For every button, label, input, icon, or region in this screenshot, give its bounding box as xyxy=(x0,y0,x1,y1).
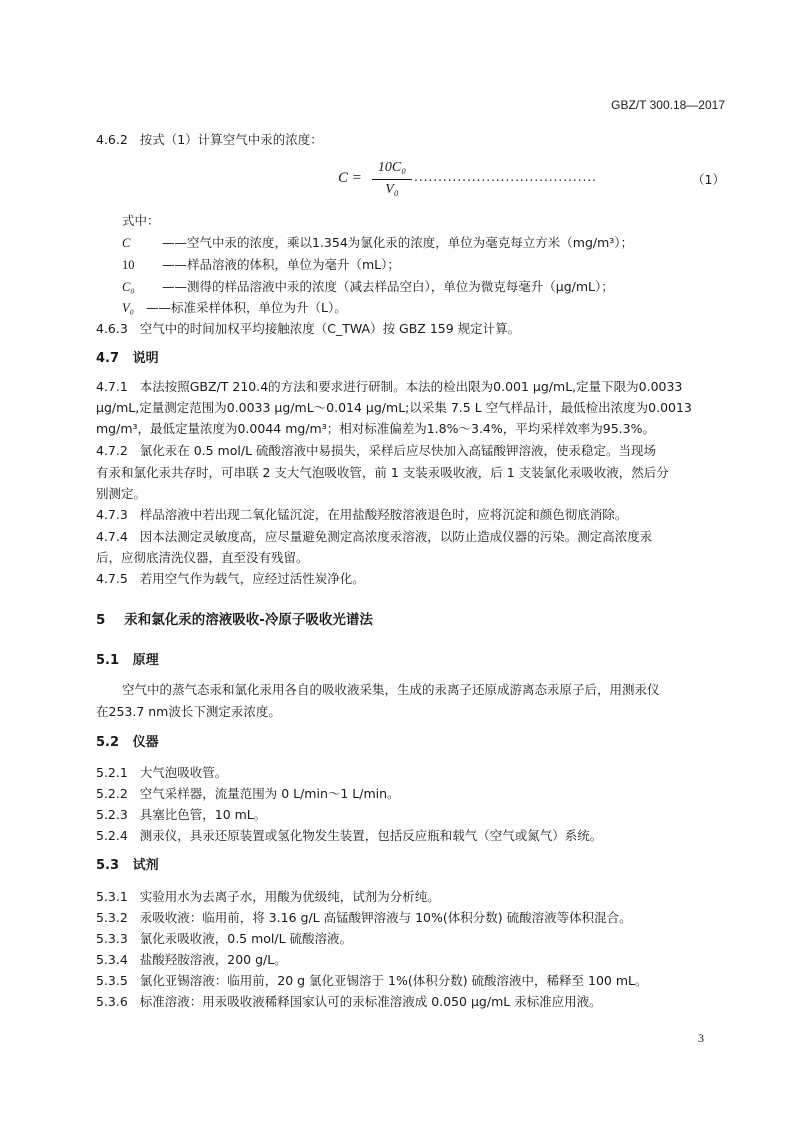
clause-5-3-6 xyxy=(96,993,602,1011)
symbol: C xyxy=(122,236,131,250)
clause-5-2-4 xyxy=(96,827,602,845)
formula-denominator: V₀ xyxy=(385,182,399,197)
where-intro: 式中： xyxy=(122,213,160,228)
where-item-c xyxy=(122,234,633,252)
clause-number: 5.2.4 xyxy=(96,828,128,843)
clause-4-7-4-line2: 后，应彻底清洗仪器，直至没有残留。 xyxy=(96,550,309,565)
clause-text: 汞吸收液：临用前，将 3.16 g/L 高锰酸钾溶液与 10%(体积分数) 硫酸溶液等体积混合。 xyxy=(139,910,632,925)
clause-number: 5.3.3 xyxy=(96,931,128,946)
section-number: 5.3 xyxy=(96,858,120,873)
clause-text: 测汞仪，具汞还原装置或氢化物发生装置，包括反应瓶和载气（空气或氮气）系统。 xyxy=(139,828,603,843)
clause-4-7-5 xyxy=(96,570,365,588)
clause-text: 实验用水为去离子水，用酸为优级纯，试剂为分析纯。 xyxy=(139,889,440,904)
clause-4-7-1-line2: μg/mL,定量测定范围为0.0033 μg/mL～0.014 μg/mL;以采集 7.5 L 空气样品计，最低检出浓度为0.0013 xyxy=(96,400,692,415)
clause-4-6-2 xyxy=(96,131,323,149)
clause-number: 5.3.5 xyxy=(96,973,128,988)
clause-5-2-2 xyxy=(96,785,400,803)
clause-number: 5.2.3 xyxy=(96,807,128,822)
clause-text: 按式（1）计算空气中汞的浓度： xyxy=(139,132,323,147)
clause-number: 4.7.2 xyxy=(96,443,128,458)
symbol: 10 xyxy=(122,258,135,272)
definition: ——标准采样体积，单位为升（L）。 xyxy=(146,300,347,315)
chapter-title: 汞和氯化汞的溶液吸收-冷原子吸收光谱法 xyxy=(124,612,373,628)
clause-number: 5.3.2 xyxy=(96,910,128,925)
clause-5-3-3 xyxy=(96,930,352,948)
definition: ——空气中汞的浓度，乘以1.354为氯化汞的浓度，单位为毫克每立方米（mg/m³）； xyxy=(162,235,634,250)
section-number: 4.7 xyxy=(96,351,120,366)
where-item-c0 xyxy=(122,278,614,296)
where-item-v0 xyxy=(122,299,347,317)
clause-text: 因本法测定灵敏度高，应尽量避免测定高浓度汞溶液，以防止造成仪器的污染。测定高浓度汞 xyxy=(139,529,653,544)
definition: ——测得的样品溶液中汞的浓度（减去样品空白），单位为微克每毫升（μg/mL）； xyxy=(162,279,614,294)
clause-4-7-1-line1 xyxy=(96,378,682,396)
chapter-number: 5 xyxy=(96,612,106,628)
clause-number: 5.3.4 xyxy=(96,952,128,967)
clause-5-2-1 xyxy=(96,764,227,782)
clause-number: 5.3.6 xyxy=(96,994,128,1009)
section-number: 5.1 xyxy=(96,653,120,668)
clause-text: 空气中的时间加权平均接触浓度（C_TWA）按 GBZ 159 规定计算。 xyxy=(139,321,521,336)
clause-number: 4.7.5 xyxy=(96,571,128,586)
principle-line1: 空气中的蒸气态汞和氯化汞用各自的吸收液采集，生成的汞离子还原成游离态汞原子后，用测汞仪 xyxy=(122,682,660,697)
page-number: 3 xyxy=(698,1031,704,1045)
clause-4-7-2-line3: 别测定。 xyxy=(96,486,147,501)
clause-text: 氯化汞吸收液，0.5 mol/L 硫酸溶液。 xyxy=(139,931,353,946)
doc-header: GBZ/T 300.18—2017 xyxy=(611,98,725,112)
section-title: 说明 xyxy=(132,351,159,366)
section-5-1-heading xyxy=(96,652,159,670)
clause-5-2-3 xyxy=(96,806,266,824)
clause-text: 氯化汞在 0.5 mol/L 硫酸溶液中易损失，采样后应尽快加入高锰酸钾溶液，使汞稳定。当现场 xyxy=(139,443,657,458)
clause-text: 本法按照GBZ/T 210.4的方法和要求进行研制。本法的检出限为0.001 μg/mL,定量下限为0.0033 xyxy=(139,379,683,394)
clause-5-3-5 xyxy=(96,972,648,990)
clause-text: 大气泡吸收管。 xyxy=(139,765,228,780)
clause-4-7-1-line3: mg/m³，最低定量浓度为0.0044 mg/m³；相对标准偏差为1.8%～3.4%，平均采样效率为95.3%。 xyxy=(96,421,655,436)
symbol: V₀ xyxy=(122,301,134,315)
clause-4-7-2-line2: 有汞和氯化汞共存时，可串联 2 支大气泡吸收管，前 1 支装汞吸收液，后 1 支装氯化汞吸收液，然后分 xyxy=(96,465,669,480)
fraction-bar xyxy=(372,179,412,180)
section-title: 原理 xyxy=(132,653,159,668)
clause-4-7-2-line1 xyxy=(96,442,656,460)
clause-5-3-4 xyxy=(96,951,287,969)
formula-lhs: C = xyxy=(338,170,362,186)
formula-numerator: 10C₀ xyxy=(377,160,407,175)
section-5-2-heading xyxy=(96,734,159,752)
clause-number: 4.6.3 xyxy=(96,321,128,336)
clause-text: 具塞比色管，10 mL。 xyxy=(139,807,267,822)
clause-4-7-3 xyxy=(96,506,627,524)
clause-number: 5.3.1 xyxy=(96,889,128,904)
clause-4-6-3 xyxy=(96,320,520,338)
symbol: C₀ xyxy=(122,280,135,294)
clause-text: 氯化亚锡溶液：临用前，20 g 氯化亚锡溶于 1%(体积分数) 硫酸溶液中，稀释至 100 mL。 xyxy=(139,973,648,988)
principle-line2: 在253.7 nm波长下测定汞浓度。 xyxy=(96,704,281,719)
clause-5-3-2 xyxy=(96,909,632,927)
clause-number: 4.7.4 xyxy=(96,529,128,544)
clause-text: 盐酸羟胺溶液，200 g/L。 xyxy=(139,952,287,967)
clause-number: 4.7.1 xyxy=(96,379,128,394)
clause-5-3-1 xyxy=(96,888,440,906)
clause-number: 5.2.2 xyxy=(96,786,128,801)
clause-text: 样品溶液中若出现二氧化锰沉淀，在用盐酸羟胺溶液退色时，应将沉淀和颜色彻底消除。 xyxy=(139,507,628,522)
clause-text: 标准溶液：用汞吸收液稀释国家认可的汞标准溶液成 0.050 μg/mL 汞标准应用液。 xyxy=(139,994,602,1009)
section-title: 仪器 xyxy=(132,735,159,750)
equation-number: （1） xyxy=(692,172,725,187)
clause-text: 若用空气作为载气，应经过活性炭净化。 xyxy=(139,571,365,586)
section-title: 试剂 xyxy=(132,858,159,873)
where-item-10 xyxy=(122,256,400,274)
definition: ——样品溶液的体积，单位为毫升（mL）； xyxy=(162,257,400,272)
section-number: 5.2 xyxy=(96,735,120,750)
clause-number: 5.2.1 xyxy=(96,765,128,780)
clause-4-7-4-line1 xyxy=(96,528,652,546)
section-5-3-heading xyxy=(96,857,159,875)
clause-number: 4.7.3 xyxy=(96,507,128,522)
section-4-7-heading xyxy=(96,350,159,368)
chapter-5-heading xyxy=(96,611,373,629)
formula-fraction xyxy=(372,160,412,198)
clause-number: 4.6.2 xyxy=(96,132,128,147)
formula-leader-dots: ...................................... xyxy=(414,170,597,184)
clause-text: 空气采样器，流量范围为 0 L/min～1 L/min。 xyxy=(139,786,400,801)
